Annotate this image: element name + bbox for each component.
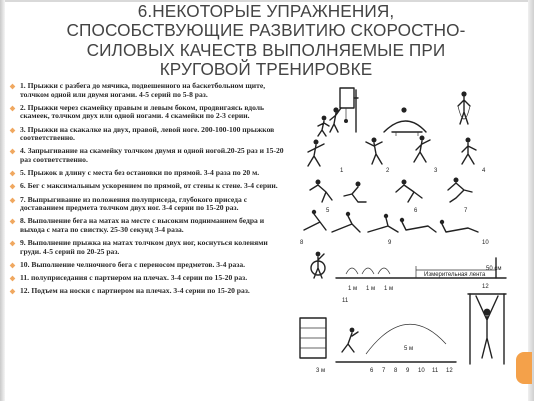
bullet-icon [10, 197, 16, 203]
bench-jump-figure [384, 107, 426, 136]
exercise-item-12 [10, 287, 290, 296]
figure-row-4 [304, 210, 478, 232]
bullet-icon [10, 127, 16, 133]
title-line-4: КРУГОВОЙ ТРЕНИРОВКЕ [159, 59, 373, 80]
bullet-icon [10, 184, 16, 190]
right-border [528, 0, 534, 401]
mark-11: 11 [432, 368, 439, 374]
figure-row-3 [310, 178, 472, 203]
figure-number-11: 11 [342, 298, 349, 304]
jump-rope-figure [458, 91, 470, 124]
exercise-item-6 [10, 182, 290, 191]
tape-label: Измерительная лента [424, 272, 486, 278]
exercise-text: 1. Прыжки с разбега до мячика, подвешенного на баскетбольном щите, толчком одной или двумя ногами. 4-5 серий по 5-8 раз. [20, 81, 266, 99]
exercise-text: 4. Запрыгивание на скамейку толчком двумя и одной ногой.20-25 раз и 15-20 раз соответственно. [20, 146, 284, 164]
exercise-item-8 [10, 217, 290, 234]
corner-accent-tab [516, 352, 532, 384]
mark-8: 8 [394, 368, 398, 374]
figure-number-1: 1 [340, 168, 344, 174]
bullet-icon [10, 171, 16, 177]
mark-7: 7 [382, 368, 386, 374]
distance-label: 5 м [404, 346, 414, 352]
bullet-icon [10, 219, 16, 225]
left-distance-label: 3 м [316, 368, 326, 374]
exercise-illustrations [296, 80, 518, 380]
exercise-item-2 [10, 104, 290, 121]
title-line-1: 6.НЕКОТОРЫЕ УПРАЖНЕНИЯ, [137, 1, 395, 21]
exercise-list [10, 82, 290, 300]
exercise-item-1 [10, 82, 290, 99]
exercise-text: 7. Выпрыгивание из положения полуприседа, глубокого приседа с доставанием предмета толчком двух ног. 3-4 серии по 15-20 раз. [20, 194, 248, 213]
mark-9: 9 [406, 368, 410, 374]
exercise-text: 6. Бег с максимальным ускорением по прямой, от стены к стене. 3-4 серии. [20, 181, 278, 191]
exercise-text: 8. Выполнение бега на матах на месте с высоким подниманием бедра и выхода с мата по свистку. 25-30 секунд 3-4 раза. [20, 216, 265, 234]
figure-number-10: 10 [482, 240, 489, 246]
exercise-item-9 [10, 239, 290, 256]
hoop-jump-figure [318, 88, 358, 136]
figure-number-4: 4 [482, 168, 486, 174]
meter-label-b: 1 м [366, 286, 376, 292]
exercise-item-10 [10, 261, 290, 270]
exercise-text: 5. Прыжок в длину с места без остановки по прямой. 3-4 раза по 20 м. [20, 168, 260, 178]
exercise-text: 10. Выполнение челночного бега с переносом предметов. 3-4 раза. [20, 259, 246, 269]
figure-number-2: 2 [386, 168, 390, 174]
bullet-icon [10, 84, 16, 90]
figure-number-6: 6 [414, 208, 418, 214]
meter-label-a: 1 м [348, 286, 358, 292]
bullet-icon [10, 105, 16, 111]
bullet-icon [10, 241, 16, 247]
exercise-text: 11. полуприседания с партнером на плечах. 3-4 серии по 15-20 раз. [20, 273, 248, 283]
meter-label-c: 1 м [384, 286, 394, 292]
mark-10: 10 [418, 368, 425, 374]
exercise-text: 12. Подъем на носки с партнером на плечах. 3-4 серии по 15-20 раз. [20, 286, 250, 296]
bullet-icon [10, 263, 16, 269]
bullet-icon [10, 149, 16, 155]
bullet-icon [10, 276, 16, 282]
figure-number-12: 12 [482, 284, 489, 290]
exercise-item-4 [10, 147, 290, 164]
partner-squat-figure [468, 294, 506, 364]
figure-number-7: 7 [464, 208, 468, 214]
exercise-text: 3. Прыжки на скакалке на двух, правой, левой ноге. 200-100-100 прыжков соответственно. [20, 124, 275, 143]
slide-title [36, 2, 496, 80]
bullet-icon [10, 289, 16, 295]
figure-number-5: 5 [326, 208, 330, 214]
mark-12: 12 [446, 368, 453, 374]
exercise-item-7 [10, 196, 290, 213]
figure-number-9: 9 [388, 240, 392, 246]
figure-number-3: 3 [434, 168, 438, 174]
title-line-2: СПОСОБСТВУЮЩИЕ РАЗВИТИЮ СКОРОСТНО- [66, 20, 466, 41]
height-label: 50 см [486, 266, 502, 272]
exercise-text: 9. Выполнение прыжка на матах толчком двух ног, коснуться коленями груди. 4-5 серий по 20-25 раз. [20, 238, 268, 256]
exercise-text: 2. Прыжки через скамейку правым и левым боком, продвигаясь вдоль скамеек, толчком двух или одной ногами. 4 скамейки по 2-3 серии. [20, 102, 265, 121]
figure-row-2 [308, 136, 476, 167]
figure-number-8: 8 [300, 240, 304, 246]
distance-marks [370, 368, 453, 374]
exercise-item-11 [10, 274, 290, 283]
left-border [0, 0, 5, 401]
exercise-item-3 [10, 126, 290, 143]
title-line-3: СИЛОВЫХ КАЧЕСТВ ВЫПОЛНЯЕМЫЕ ПРИ [86, 39, 446, 60]
exercise-item-5 [10, 169, 290, 178]
shuttle-run-scene [300, 318, 456, 362]
mark-6: 6 [370, 368, 374, 374]
